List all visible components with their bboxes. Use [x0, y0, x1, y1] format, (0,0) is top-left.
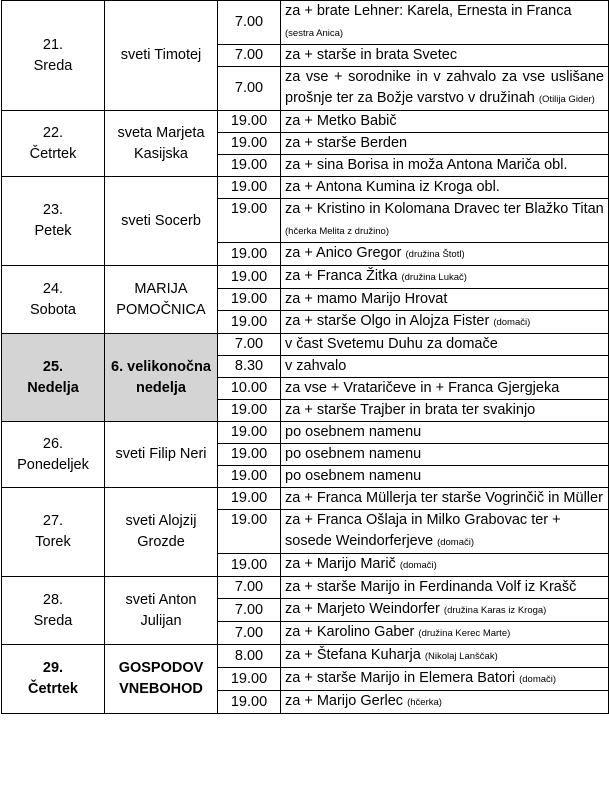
day-number: 23. — [42, 202, 64, 218]
mass-intention — [281, 199, 609, 243]
intention-text: za + brate Lehner: Karela, Ernesta in Franca — [285, 3, 572, 19]
intention-text: za + Franca Žitka — [285, 268, 398, 284]
intention-text: za + starše Berden — [285, 135, 408, 151]
mass-intention — [281, 243, 609, 266]
day-cell — [2, 266, 105, 334]
intention-text: v čast Svetemu Duhu za domače — [285, 336, 498, 352]
day-cell — [2, 111, 105, 177]
day-number: 29. — [42, 660, 64, 676]
mass-intention — [281, 691, 609, 714]
mass-time: 19.00 — [218, 466, 281, 488]
saint-cell: sveti Filip Neri — [105, 422, 218, 488]
mass-time: 19.00 — [218, 400, 281, 422]
intention-text: za + starše in brata Svetec — [285, 47, 458, 63]
intention-text: za + starše Trajber in brata ter svakinjo — [285, 402, 536, 418]
saint-cell: sveti Anton Julijan — [105, 577, 218, 645]
day-name: Petek — [34, 223, 72, 239]
mass-intention — [281, 111, 609, 133]
schedule-row — [2, 334, 609, 356]
intention-text: za + Franca Ošlaja in Milko Grabovac ter + sosede Weindorferjeve — [285, 512, 561, 549]
intention-note: (družina Štotl) — [405, 249, 465, 260]
mass-intention — [281, 177, 609, 199]
intention-note: (Otilija Gider) — [538, 94, 595, 105]
intention-note: (družina Lukač) — [401, 272, 467, 283]
mass-time: 7.00 — [218, 599, 281, 622]
mass-intention — [281, 400, 609, 422]
day-number: 27. — [42, 513, 64, 529]
saint-cell: 6. velikonočna nedelja — [105, 334, 218, 422]
mass-intention — [281, 444, 609, 466]
mass-time: 7.00 — [218, 577, 281, 599]
mass-intention — [281, 645, 609, 668]
intention-note: (hčerka Melita z družino) — [285, 226, 390, 237]
intention-text: po osebnem namenu — [285, 424, 422, 440]
day-number: 25. — [42, 358, 64, 375]
mass-time: 19.00 — [218, 510, 281, 554]
saint-cell: sveta Marjeta Kasijska — [105, 111, 218, 177]
mass-time: 7.00 — [218, 45, 281, 67]
intention-text: za + sina Borisa in moža Antona Mariča obl. — [285, 157, 568, 173]
day-name: Sreda — [33, 57, 73, 74]
day-cell — [2, 334, 105, 422]
day-number: 24. — [42, 280, 64, 297]
day-cell — [2, 422, 105, 488]
mass-time: 19.00 — [218, 266, 281, 289]
day-name: Torek — [35, 534, 71, 550]
day-cell — [2, 1, 105, 111]
intention-note: (domači) — [399, 560, 437, 571]
mass-time: 19.00 — [218, 691, 281, 714]
saint-cell: sveti Timotej — [105, 1, 218, 111]
day-name: Ponedeljek — [17, 456, 89, 473]
intention-text: za + Anico Gregor — [285, 245, 402, 261]
mass-intention — [281, 554, 609, 577]
intention-text: za + Franca Müllerja ter starše Vogrinčič in Müller — [285, 490, 603, 506]
mass-time: 19.00 — [218, 488, 281, 510]
schedule-row — [2, 422, 609, 444]
mass-time: 19.00 — [218, 554, 281, 577]
intention-note: (domači) — [493, 317, 531, 328]
mass-time: 19.00 — [218, 668, 281, 691]
intention-text: po osebnem namenu — [285, 446, 422, 462]
intention-text: po osebnem namenu — [285, 468, 422, 484]
intention-note: (Nikolaj Lanščak) — [424, 651, 498, 662]
mass-intention — [281, 133, 609, 155]
schedule-row — [2, 266, 609, 289]
schedule-row — [2, 577, 609, 599]
day-number: 28. — [42, 591, 64, 608]
mass-intention — [281, 622, 609, 645]
mass-intention — [281, 488, 609, 510]
intention-note: (domači) — [437, 537, 475, 548]
intention-text: za + Metko Babič — [285, 113, 397, 129]
mass-time: 19.00 — [218, 311, 281, 334]
day-name: Četrtek — [29, 145, 77, 162]
mass-intention — [281, 378, 609, 400]
intention-text: za + Kristino in Kolomana Dravec ter Blažko Titan — [285, 201, 604, 217]
saint-cell: GOSPODOV VNEBOHOD — [105, 645, 218, 714]
saint-cell: sveti Alojzij Grozde — [105, 488, 218, 577]
intention-text: za + mamo Marijo Hrovat — [285, 291, 448, 307]
mass-intention — [281, 289, 609, 311]
mass-time: 19.00 — [218, 199, 281, 243]
intention-note: (domači) — [519, 674, 557, 685]
mass-intention — [281, 311, 609, 334]
day-number: 26. — [42, 435, 64, 452]
intention-text: za + starše Marijo in Elemera Batori — [285, 670, 516, 686]
saint-cell: sveti Socerb — [105, 177, 218, 266]
schedule-row — [2, 645, 609, 668]
mass-schedule-table — [1, 0, 609, 714]
day-cell — [2, 645, 105, 714]
mass-intention — [281, 422, 609, 444]
mass-intention — [281, 599, 609, 622]
intention-text: za + starše Marijo in Ferdinanda Volf iz Krašč — [285, 579, 577, 595]
intention-text: za + starše Olgo in Alojza Fister — [285, 313, 490, 329]
intention-text: za + Marijo Marič — [285, 556, 396, 572]
intention-text: za + Karolino Gaber — [285, 624, 415, 640]
intention-note: (hčerka) — [407, 697, 442, 708]
mass-time: 7.00 — [218, 622, 281, 645]
day-cell — [2, 577, 105, 645]
mass-intention — [281, 155, 609, 177]
intention-text: za vse + sorodnike in v zahvalo za vse uslišane prošnje ter za Božje varstvo v družinah — [285, 69, 604, 106]
mass-intention — [281, 577, 609, 599]
mass-time: 7.00 — [218, 1, 281, 45]
mass-time: 8.00 — [218, 645, 281, 668]
mass-time: 19.00 — [218, 133, 281, 155]
mass-intention — [281, 1, 609, 45]
day-number: 22. — [42, 124, 64, 141]
mass-time: 7.00 — [218, 67, 281, 111]
day-number: 21. — [42, 36, 64, 53]
mass-time: 19.00 — [218, 444, 281, 466]
schedule-row — [2, 111, 609, 133]
mass-intention — [281, 356, 609, 378]
intention-note: (družina Karas iz Kroga) — [443, 605, 547, 616]
day-name: Četrtek — [28, 681, 78, 697]
intention-text: za + Štefana Kuharja — [285, 647, 421, 663]
mass-intention — [281, 466, 609, 488]
intention-note: (družina Kerec Marte) — [418, 628, 511, 639]
day-cell — [2, 488, 105, 577]
day-name: Sreda — [33, 612, 73, 629]
mass-time: 10.00 — [218, 378, 281, 400]
intention-text: za + Marjeto Weindorfer — [285, 601, 440, 617]
intention-note: (sestra Anica) — [285, 28, 344, 39]
mass-intention — [281, 67, 609, 111]
mass-time: 8.30 — [218, 356, 281, 378]
schedule-row — [2, 488, 609, 510]
mass-time: 7.00 — [218, 334, 281, 356]
mass-time: 19.00 — [218, 243, 281, 266]
mass-time: 19.00 — [218, 289, 281, 311]
mass-intention — [281, 334, 609, 356]
saint-cell: MARIJA POMOČNICA — [105, 266, 218, 334]
mass-intention — [281, 668, 609, 691]
intention-text: v zahvalo — [285, 358, 347, 374]
day-name: Sobota — [30, 301, 76, 318]
day-cell — [2, 177, 105, 266]
intention-text: za + Antona Kumina iz Kroga obl. — [285, 179, 500, 195]
mass-time: 19.00 — [218, 422, 281, 444]
schedule-row — [2, 177, 609, 199]
mass-time: 19.00 — [218, 155, 281, 177]
mass-intention — [281, 510, 609, 554]
mass-intention — [281, 45, 609, 67]
mass-intention — [281, 266, 609, 289]
mass-time: 19.00 — [218, 111, 281, 133]
day-name: Nedelja — [27, 379, 79, 396]
intention-text: za vse + Vrataričeve in + Franca Gjergjeka — [285, 380, 560, 396]
schedule-row — [2, 1, 609, 45]
mass-time: 19.00 — [218, 177, 281, 199]
intention-text: za + Marijo Gerlec — [285, 693, 404, 709]
